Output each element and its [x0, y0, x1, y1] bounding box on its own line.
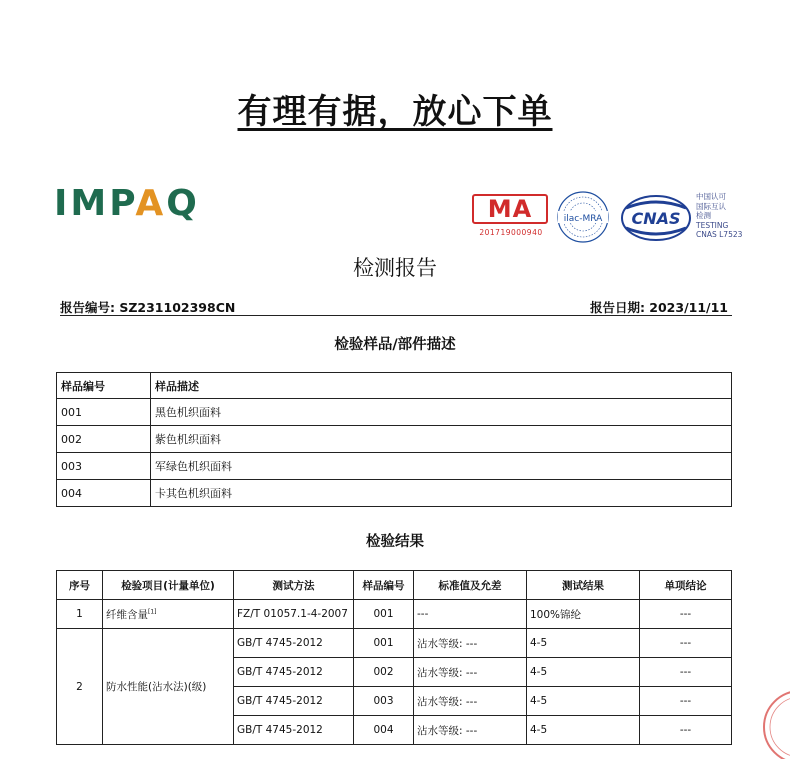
- headline: [0, 84, 790, 133]
- result-table: [56, 570, 732, 745]
- document-title: 检测报告: [353, 256, 437, 280]
- ilac-mra-icon: [556, 190, 610, 244]
- standard-value: 沾水等级: ---: [414, 687, 527, 716]
- standard-value: 沾水等级: ---: [414, 716, 527, 745]
- column-header: 标准值及允差: [414, 571, 527, 600]
- cnas-line-1: 中国认可: [696, 192, 726, 201]
- table-row: [57, 453, 732, 480]
- sample-id: 004: [354, 716, 414, 745]
- report-date: 报告日期: 2023/11/11: [589, 300, 728, 315]
- cnas-icon: [620, 194, 692, 242]
- result-section-title: 检验结果: [366, 534, 424, 550]
- test-method: GB/T 4745-2012: [234, 629, 354, 658]
- cnas-line-2: 国际互认: [696, 201, 726, 211]
- standard-value: ---: [414, 600, 527, 629]
- conclusion: ---: [640, 658, 732, 687]
- logo-a: A: [135, 183, 167, 224]
- cma-number: 201719000940: [479, 228, 543, 237]
- test-item-text: 纤维含量: [106, 608, 148, 621]
- column-header: 单项结论: [640, 571, 732, 600]
- test-result: 4-5: [527, 658, 640, 687]
- footnote-ref: [1]: [148, 608, 157, 615]
- sample-desc: 紫色机织面料: [151, 426, 732, 453]
- test-method: GB/T 4745-2012: [234, 716, 354, 745]
- sample-id: 003: [354, 687, 414, 716]
- cnas-caption: [696, 192, 756, 240]
- cnas-line-5: CNAS L7523: [696, 230, 743, 239]
- sample-desc: 黑色机织面料: [151, 399, 732, 426]
- conclusion: ---: [640, 600, 732, 629]
- cnas-line-3: 检测: [696, 211, 711, 220]
- sample-desc: 卡其色机织面料: [151, 480, 732, 507]
- cma-mark: [470, 194, 552, 244]
- cnas-line-4: TESTING: [696, 220, 729, 230]
- row-number: 1: [57, 600, 103, 629]
- test-result: 100%锦纶: [527, 600, 640, 629]
- table-header-row: [57, 571, 732, 600]
- column-header: 样品编号: [354, 571, 414, 600]
- column-header: 样品编号: [57, 373, 151, 399]
- table-row: [57, 399, 732, 426]
- cnas-text: CNAS: [631, 209, 681, 228]
- impaq-logo: [54, 183, 200, 224]
- sample-id: 004: [57, 480, 151, 507]
- column-header: 测试方法: [234, 571, 354, 600]
- sample-id: 002: [57, 426, 151, 453]
- conclusion: ---: [640, 716, 732, 745]
- ilac-text: ilac-MRA: [563, 214, 603, 224]
- conclusion: ---: [640, 687, 732, 716]
- sample-table: [56, 372, 732, 507]
- sample-id: 002: [354, 658, 414, 687]
- test-item: [103, 600, 234, 629]
- cma-text: MA: [487, 195, 533, 223]
- test-item: 防水性能(沾水法)(级): [103, 629, 234, 745]
- sample-desc: 军绿色机织面料: [151, 453, 732, 480]
- sample-id: 001: [354, 600, 414, 629]
- standard-value: 沾水等级: ---: [414, 658, 527, 687]
- logo-main: IMP: [54, 183, 136, 224]
- test-result: 4-5: [527, 687, 640, 716]
- table-header-row: [57, 373, 732, 399]
- column-header: 测试结果: [527, 571, 640, 600]
- seal-stamp-icon: [760, 672, 790, 759]
- table-row: [57, 426, 732, 453]
- standard-value: 沾水等级: ---: [414, 629, 527, 658]
- row-number: 2: [57, 629, 103, 745]
- headline-text: 有理有据，放心下单: [237, 92, 553, 132]
- column-header: 序号: [57, 571, 103, 600]
- logo-q: Q: [166, 183, 200, 224]
- test-method: GB/T 4745-2012: [234, 658, 354, 687]
- test-result: 4-5: [527, 716, 640, 745]
- column-header: 样品描述: [151, 373, 732, 399]
- test-method: GB/T 4745-2012: [234, 687, 354, 716]
- certification-marks: [470, 186, 760, 248]
- table-row: [57, 629, 732, 658]
- sample-id: 001: [57, 399, 151, 426]
- sample-section-title: 检验样品/部件描述: [334, 337, 456, 353]
- test-method: FZ/T 01057.1-4-2007: [234, 600, 354, 629]
- column-header: 检验项目(计量单位): [103, 571, 234, 600]
- conclusion: ---: [640, 629, 732, 658]
- report-number: 报告编号: SZ231102398CN: [60, 300, 236, 315]
- table-row: [57, 480, 732, 507]
- table-row: [57, 600, 732, 629]
- sample-id: 003: [57, 453, 151, 480]
- test-result: 4-5: [527, 629, 640, 658]
- report-meta: [60, 296, 732, 316]
- sample-id: 001: [354, 629, 414, 658]
